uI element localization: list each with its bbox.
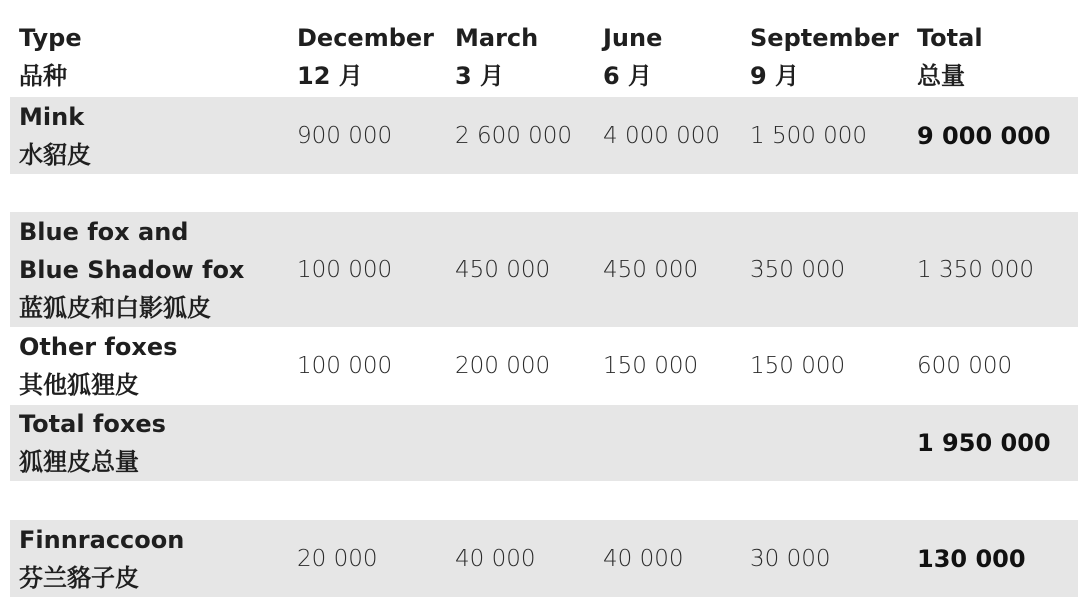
value-june: 4 000 000: [603, 122, 721, 149]
table-row-finnraccoon: [10, 520, 1078, 597]
header-total-en: Total: [917, 24, 983, 52]
header-month-zh: 3 月: [455, 62, 505, 90]
header-month-zh: 12 月: [297, 62, 363, 90]
row-label: [19, 520, 184, 597]
header-total-zh: 总量: [917, 62, 965, 90]
row-label: [19, 405, 166, 481]
table-row-total-foxes: [10, 405, 1078, 481]
row-label-en: Finnraccoon: [19, 525, 185, 554]
row-label-zh: 芬兰貉子皮: [19, 563, 139, 592]
value-september: 150 000: [750, 353, 846, 379]
value-december: 100 000: [297, 353, 393, 379]
value-june: 150 000: [603, 353, 699, 379]
value-september: 350 000: [750, 256, 846, 283]
value-march: 2 600 000: [455, 122, 573, 149]
header-total: [917, 18, 983, 96]
header-june: [603, 18, 662, 96]
value-december: 900 000: [297, 122, 393, 149]
value-total: 1 350 000: [917, 256, 1035, 283]
header-september: [750, 18, 899, 96]
row-label-en: Blue fox and: [19, 217, 189, 246]
value-september: 1 500 000: [750, 122, 868, 149]
row-label: [19, 328, 177, 404]
row-label-en: Mink: [19, 102, 85, 131]
value-december: 100 000: [297, 256, 393, 283]
row-label: [19, 212, 244, 327]
value-march: 450 000: [455, 256, 551, 283]
header-month-en: March: [455, 24, 539, 52]
header-month-zh: 9 月: [750, 62, 800, 90]
header-march: [455, 18, 538, 96]
value-september: 30 000: [750, 545, 831, 572]
header-type: [19, 18, 82, 96]
row-label-en: Other foxes: [19, 333, 178, 361]
row-label-en-2: Blue Shadow fox: [19, 255, 245, 284]
row-label-zh: 其他狐狸皮: [19, 371, 139, 399]
header-month-en: December: [297, 24, 435, 52]
value-total: 9 000 000: [917, 121, 1051, 150]
value-december: 20 000: [297, 545, 378, 572]
table-row-mink: [10, 97, 1078, 174]
value-june: 40 000: [603, 545, 684, 572]
row-label-zh: 蓝狐皮和白影狐皮: [19, 293, 211, 322]
table-row-blue-fox: [10, 212, 1078, 327]
value-total: 600 000: [917, 353, 1013, 379]
row-label: [19, 97, 91, 174]
table-header: [10, 18, 1078, 96]
header-type-zh: 品种: [19, 62, 67, 90]
value-total: 1 950 000: [917, 429, 1051, 457]
header-type-en: Type: [19, 24, 82, 52]
row-label-en: Total foxes: [19, 410, 166, 438]
value-march: 200 000: [455, 353, 551, 379]
header-month-en: June: [603, 24, 663, 52]
header-month-en: September: [750, 24, 899, 52]
value-march: 40 000: [455, 545, 536, 572]
row-label-zh: 狐狸皮总量: [19, 448, 139, 476]
value-total: 130 000: [917, 544, 1026, 573]
value-june: 450 000: [603, 256, 699, 283]
header-december: [297, 18, 434, 96]
header-month-zh: 6 月: [603, 62, 653, 90]
table-row-other-foxes: [10, 328, 1078, 404]
row-label-zh: 水貂皮: [19, 140, 91, 169]
